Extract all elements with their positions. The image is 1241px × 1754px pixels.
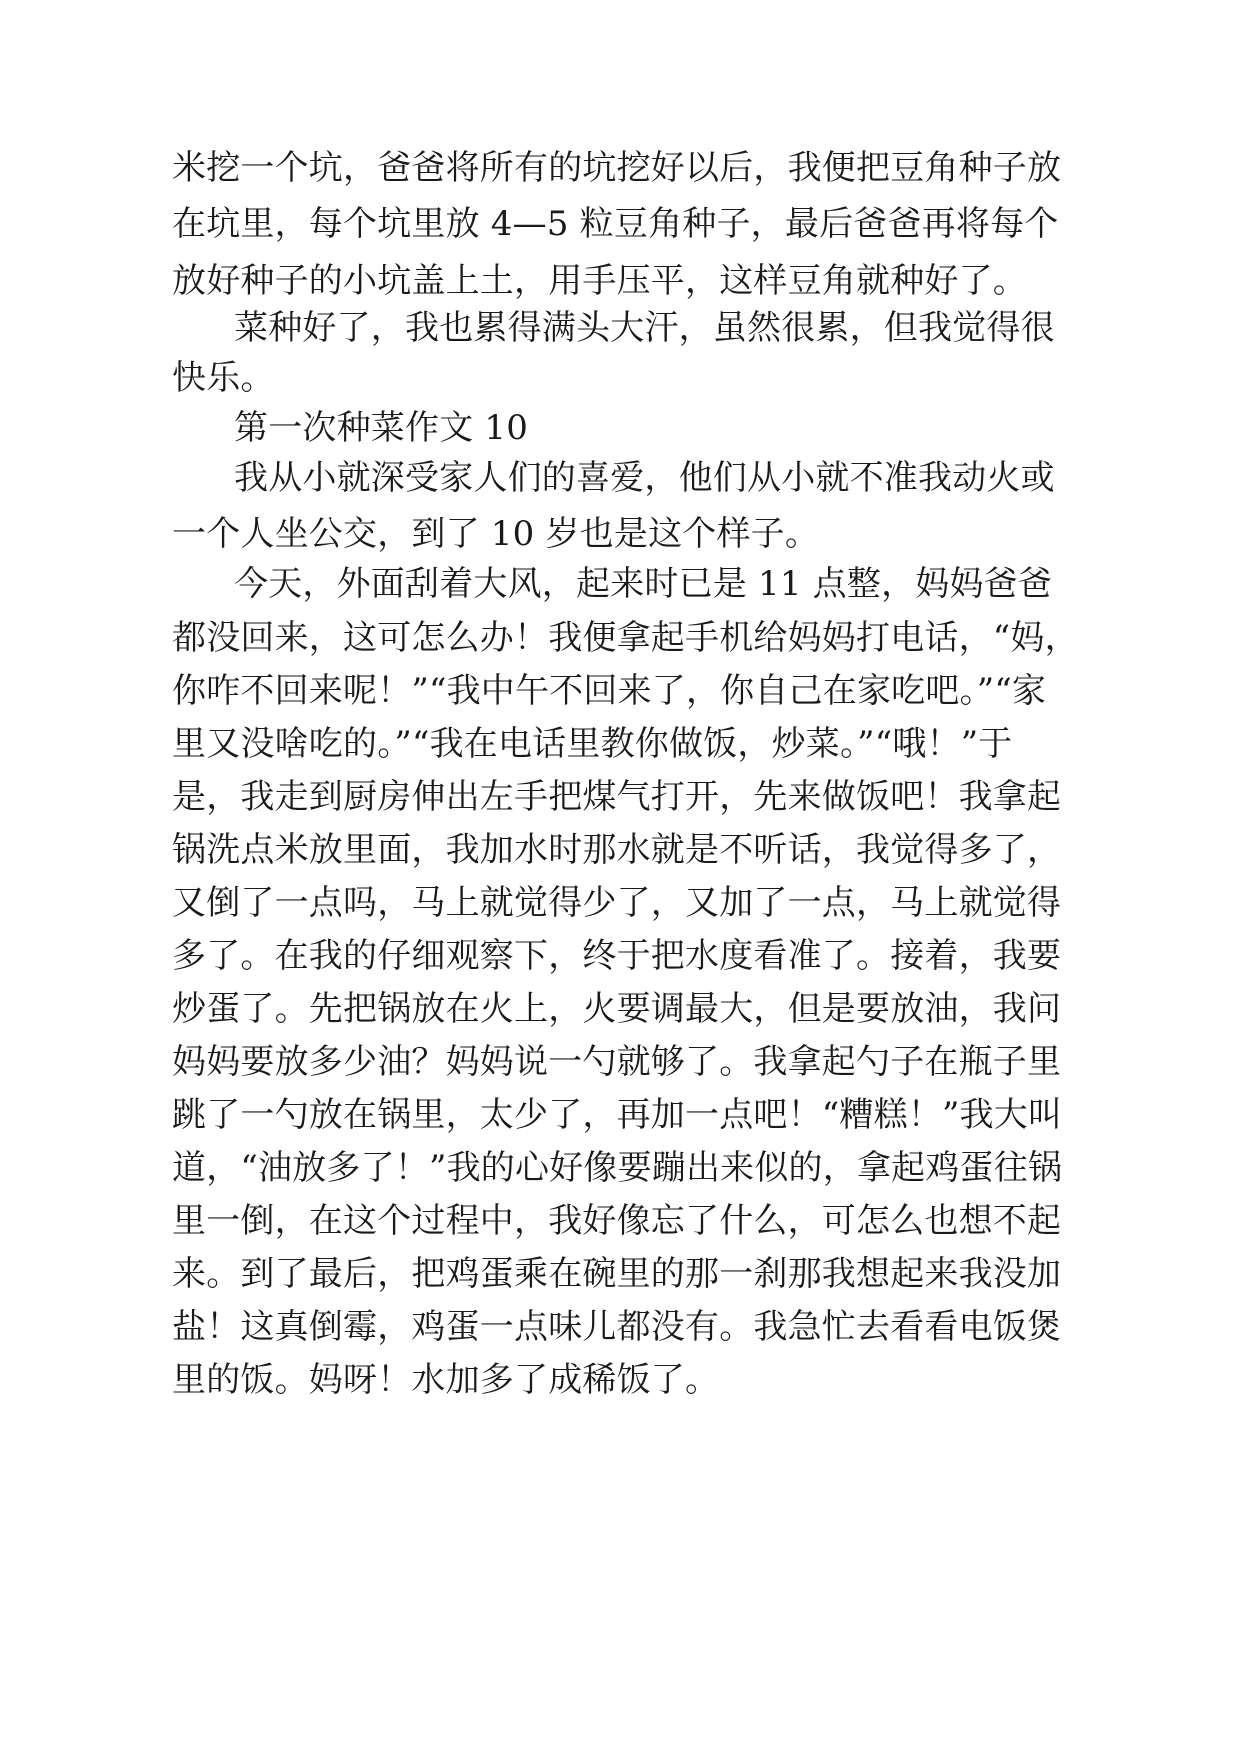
text-line: 里又没啥吃的。”“我在电话里教你做饭，炒菜。”“哦！”于 (172, 724, 1013, 764)
text-line: 锅洗点米放里面，我加水时那水就是不听话，我觉得多了， (172, 830, 1062, 870)
text-line: 在坑里，每个坑里放 4—5 粒豆角种子，最后爸爸再将每个 (172, 204, 1059, 244)
text-line: 来。到了最后，把鸡蛋乘在碗里的那一刹那我想起来我没加 (172, 1254, 1062, 1294)
paragraph-first-line: 今天，外面刮着大风，起来时已是 11 点整，妈妈爸爸 (234, 564, 1053, 604)
paragraph-first-line: 菜种好了，我也累得满头大汗，虽然很累，但我觉得很 (234, 308, 1055, 348)
text-line: 炒蛋了。先把锅放在火上，火要调最大，但是要放油，我问 (172, 989, 1062, 1029)
text-line: 多了。在我的仔细观察下，终于把水度看准了。接着，我要 (172, 936, 1062, 976)
text-line: 放好种子的小坑盖上土，用手压平，这样豆角就种好了。 (172, 261, 1027, 301)
text-line: 是，我走到厨房伸出左手把煤气打开，先来做饭吧！我拿起 (172, 777, 1062, 817)
text-line: 里的饭。妈呀！水加多了成稀饭了。 (172, 1360, 720, 1400)
paragraph-first-line: 我从小就深受家人们的喜爱，他们从小就不准我动火或 (234, 458, 1055, 498)
text-line: 你咋不回来呢！”“我中午不回来了，你自己在家吃吧。”“家 (172, 671, 1047, 711)
text-line: 盐！这真倒霉，鸡蛋一点味儿都没有。我急忙去看看电饭煲 (172, 1307, 1062, 1347)
text-line: 一个人坐公交，到了 10 岁也是这个样子。 (172, 514, 820, 554)
text-line: 妈妈要放多少油？妈妈说一勺就够了。我拿起勺子在瓶子里 (172, 1042, 1062, 1082)
text-line: 米挖一个坑，爸爸将所有的坑挖好以后，我便把豆角种子放 (172, 148, 1062, 188)
text-line: 又倒了一点吗，马上就觉得少了，又加了一点，马上就觉得 (172, 883, 1062, 923)
text-line: 都没回来，这可怎么办！我便拿起手机给妈妈打电话，“妈， (172, 618, 1079, 658)
text-line: 道，“油放多了！”我的心好像要蹦出来似的，拿起鸡蛋往锅 (172, 1148, 1063, 1188)
section-title: 第一次种菜作文 10 (234, 408, 529, 448)
text-line: 快乐。 (172, 358, 275, 398)
text-line: 里一倒，在这个过程中，我好像忘了什么，可怎么也想不起 (172, 1201, 1062, 1241)
text-line: 跳了一勺放在锅里，太少了，再加一点吧！“糟糕！”我大叫 (172, 1095, 1063, 1135)
